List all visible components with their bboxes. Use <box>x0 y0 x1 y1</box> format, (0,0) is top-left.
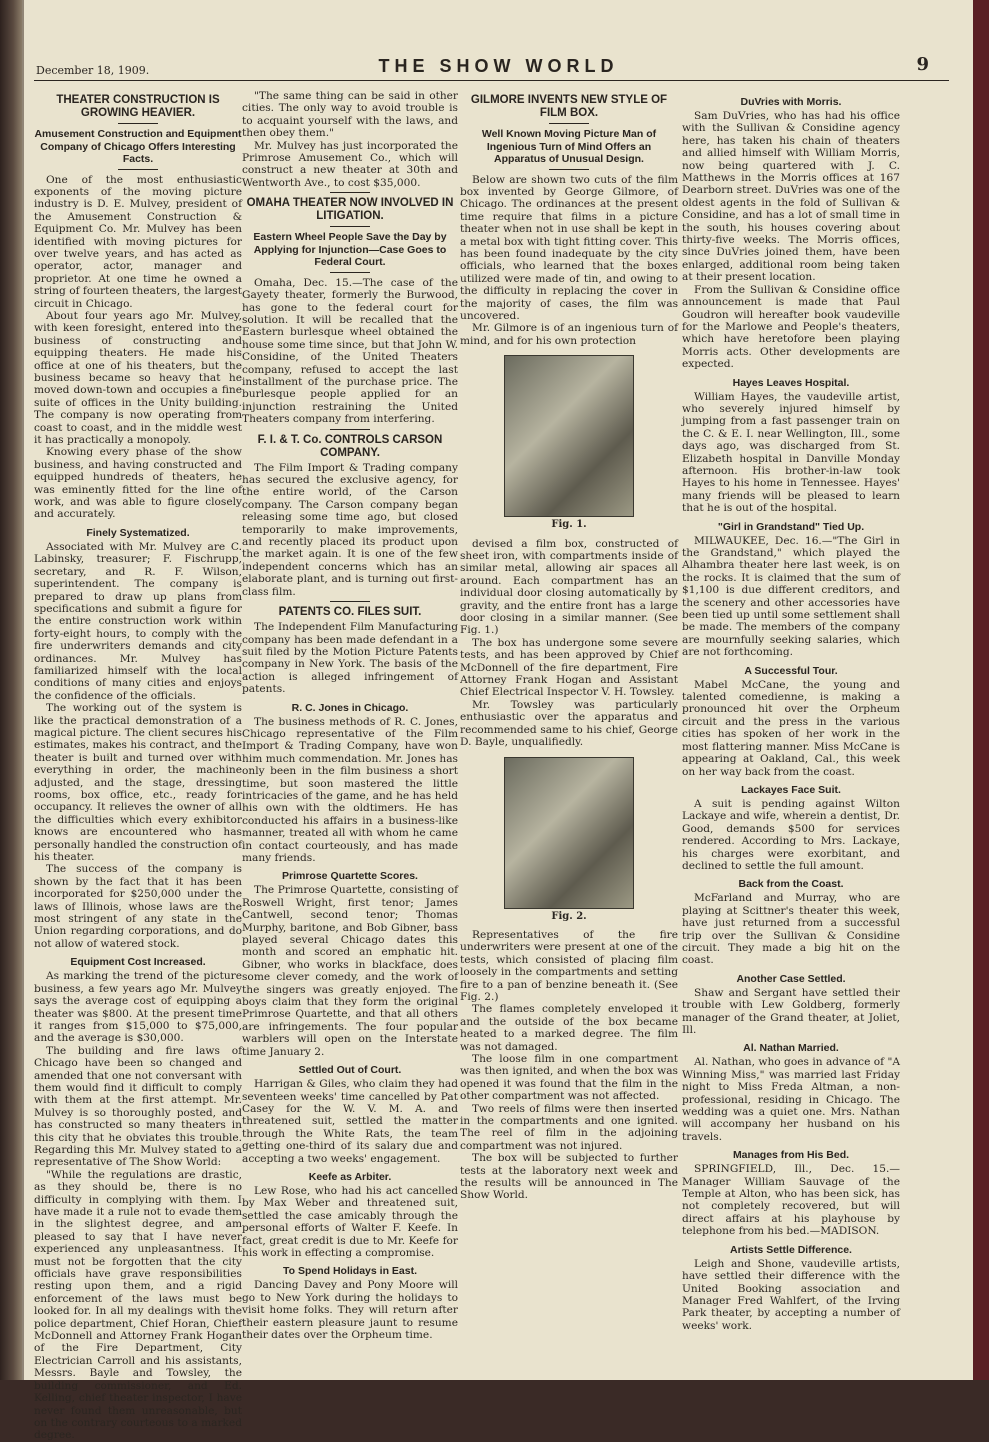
paragraph: "While the regulations are drastic, as they should be, there is no difficulty in complying with them. I have made it a rule not to evade them in the slightest degree, and am pleased to say that I have never experienced any unpleasantness. It must not be forgotten that the city officials have grave responsibilities resting upon them, and a rigid enforcement of the laws must be looked for. In all my dealings with the police department, Chief Horan, Chief McDonnell and Attorney Frank Hogan of the Fire Department, City Electrician Carroll and his assistants, Messrs. Bayle and Towsley, the building commissioner, and Ed. Kelling, chief theater inspector, I have never found them unreasonable, but on the contrary courteous to a marked degree. <box>34 1168 242 1442</box>
section-heading: Manages from His Bed. <box>732 1149 850 1162</box>
paragraph: Knowing every phase of the show business, and having constructed and equipped hundreds of theaters, he was eminently fitted for the line of work, and was able to figure closely and accurately. <box>34 446 242 521</box>
separator <box>118 123 158 124</box>
paragraph: The box will be subjected to further tests at the laboratory next week and the results will be announced in The Show World. <box>460 1152 678 1202</box>
header-rule <box>34 80 949 81</box>
separator <box>330 601 370 602</box>
paragraph: MILWAUKEE, Dec. 16.—"The Girl in the Grandstand," which played the Alhambra theater here last week, is on the rocks. It is claimed that the sum of $1,100 is due different creditors, and the scenery and other accessories have been tied up until some settlement shall be made. The members of the company are mournfully seeking salaries, which are not forthcoming. <box>682 534 900 659</box>
publication-title: THE SHOW WORLD <box>378 56 619 76</box>
separator <box>118 169 158 170</box>
section-heading: Keefe as Arbiter. <box>308 1170 392 1183</box>
paragraph: The Primrose Quartette, consisting of Roswell Wright, first tenor; James Cantwell, second tenor; Thomas Murphy, baritone, and Bob Gibner, bass played several Chicago dates this month and scored an emphatic hit. Gibner, who works in blackface, does some clever comedy, and the work of the singers was greatly enjoyed. The boys claim that they form the original Primrose Quartette, and that all others are infringements. The four popular warblers will open on the Interstate time January 2. <box>242 884 458 1058</box>
paragraph: The loose film in one compartment was then ignited, and when the box was opened it was found that the film in the other compartment was not affected. <box>460 1052 678 1103</box>
section-heading: Primrose Quartette Scores. <box>282 870 418 883</box>
headline: F. I. & T. Co. CONTROLS CARSON COMPANY. <box>257 433 443 459</box>
headline: THEATER CONSTRUCTION IS GROWING HEAVIER. <box>56 94 220 119</box>
headline: PATENTS CO. FILES SUIT. <box>278 606 422 619</box>
paragraph: devised a film box, constructed of sheet iron, with compartments inside of similar metal, allowing air spaces all around. Each compartment has an individual door closing automatically by gravity, and the entire front has a large door closing in a similar manner. (See Fig. 1.) <box>460 537 678 637</box>
paragraph: Shaw and Sergant have settled their trouble with Lew Goldberg, formerly manager of the Grand theater, at Joliet, Ill. <box>682 986 900 1036</box>
paragraph: Harrigan & Giles, who claim they had seventeen weeks' time cancelled by Pat Casey for the W. V. M. A. and threatened suit, settled the matter through the White Rats, the team getting one-third of its salary due and accepting a two weeks' engagement. <box>242 1078 458 1165</box>
paragraph: Below are shown two cuts of the film box invented by George Gilmore, of Chicago. The ordinances at the present time require that films in a picture theater when not in use shall be kept in a metal box with tight fitting cover. This has been found inadequate by the city officials, who learned that the boxes utilized were made of tin, and owing to the difficulty in replacing the cover in the majority of cases, the film was uncovered. <box>460 173 678 322</box>
paragraph: The flames completely enveloped it and the outside of the box became heated to a marked degree. The film was not damaged. <box>460 1003 678 1053</box>
separator <box>330 226 370 227</box>
paragraph: Associated with Mr. Mulvey are C. Labinsky, treasurer; F. Fischrupp, secretary, and R. F. Wilson, superintendent. The company is prepared to draw up plans from specifications and submit a figure for the entire construction work within forty-eight hours, to comply with the fire underwriters demands and city ordinances. Mr. Mulvey has familiarized himself with the local conditions of many cities and enjoys the confidence of the officials. <box>34 540 242 702</box>
paragraph: The working out of the system is like the practical demonstration of a magical picture. The client secures his estimates, makes his contract, and the theater is built and turned over with everything in order, the machine adjusted, and the stage, dressing rooms, box office, etc., ready for occupancy. It relieves the owner of all the difficulties which every exhibitor knows are encountered who has personally handled the construction of his theater. <box>34 702 242 864</box>
paragraph: "The same thing can be said in other cities. The only way to avoid trouble is to acquaint yourself with the laws, and then obey them." <box>242 90 458 140</box>
paragraph: Mr. Gilmore is of an ingenious turn of mind, and for his own protection <box>460 322 678 347</box>
subheadline: Eastern Wheel People Save the Day by Applying for Injunction—Case Goes to Federal Court. <box>253 231 447 269</box>
film-box-photo-fig1 <box>504 355 634 517</box>
paragraph: Mr. Mulvey has just incorporated the Primrose Amusement Co., which will construct a new theater at 30th and Wentworth Ave., to cost $35,000. <box>242 139 458 189</box>
paragraph: The building and fire laws of Chicago have been so changed and amended that one not conversant with them would find it difficult to comply with them at the first attempt. Mr. Mulvey is so thoroughly posted, and has constructed so many theaters in this city that he obviates this trouble. Regarding this Mr. Mulvey stated to a representative of The Show World: <box>34 1044 242 1169</box>
section-heading: Finely Systematized. <box>86 526 190 539</box>
cover-board-edge <box>973 0 989 1380</box>
section-heading: To Spend Holidays in East. <box>283 1265 417 1278</box>
masthead <box>24 50 973 80</box>
paragraph: Two reels of films were then inserted in the compartments and one ignited. The reel of film in the adjoining compartment was not injured. <box>460 1102 678 1152</box>
separator <box>549 169 589 170</box>
subheadline: Well Known Moving Picture Man of Ingenious Turn of Mind Offers an Apparatus of Unusual Design. <box>481 128 657 165</box>
separator <box>330 429 370 430</box>
separator <box>330 272 370 273</box>
paragraph: Representatives of the fire underwriters were present at one of the tests, which consisted of placing film loosely in the compartments and setting fire to a pan of benzine beneath it. (See Fig. 2.) <box>460 928 678 1003</box>
section-heading: Settled Out of Court. <box>298 1064 402 1077</box>
paragraph: The Film Import & Trading company has secured the exclusive agency, for the entire world, of the Carson company. The Carson company began releasing some time ago, but closed temporarily to make improvements, and recently placed its product upon the market again. It is one of the few independent concerns which has an elaborate plant, and is turning out first-class film. <box>242 461 458 598</box>
paragraph: McFarland and Murray, who are playing at Scittner's theater this week, have just returned from a successful trip over the Sullivan & Considine circuit. They made a big hit on the coast. <box>682 892 900 967</box>
book-binding <box>0 0 22 1380</box>
column-3 <box>460 90 678 1368</box>
paragraph: Mabel McCane, the young and talented comedienne, is making a pronounced hit over the Orpheum circuit and the press in the various cities has spoken of her work in the most flattering manner. Miss McCane is appearing at Oakland, Cal., this week on her way back from the coast. <box>682 678 900 778</box>
paragraph: Mr. Towsley was particularly enthusiastic over the apparatus and recommended same to his chief, George D. Bayle, unqualifiedly. <box>460 698 678 749</box>
paragraph: About four years ago Mr. Mulvey, with keen foresight, entered into the business of constructing and equipping theaters. He made his office at one of his theaters, but the business became so heavy that he moved down-town and occupies a fine suite of offices in the Unity building. The company is now operating from coast to coast, and in the middle west it has practically a monopoly. <box>34 309 242 447</box>
headline: OMAHA THEATER NOW INVOLVED IN LITIGATION. <box>246 197 454 223</box>
issue-date: December 18, 1909. <box>36 64 150 77</box>
paragraph: Leigh and Shone, vaudeville artists, have settled their difference with the United Booking association and Manager Fred Wahlfert, of the Irving Park theater, by accepting a number of weeks' work. <box>682 1257 900 1332</box>
paragraph: The Independent Film Manufacturing company has been made defendant in a suit filed by the Motion Picture Patents company in New York. The basis of the action is alleged infringement of patents. <box>242 621 458 696</box>
section-heading: "Girl in Grandstand" Tied Up. <box>717 520 865 533</box>
paragraph: The business methods of R. C. Jones, Chicago representative of the Film Import & Trading Company, have won him much commendation. Mr. Jones has only been in the film business a short time, but soon mastered the little intricacies of the game, and he has held his own with the oldtimers. He has conducted his affairs in a business-like manner, treated all with whom he came in contact courteously, and has made many friends. <box>242 715 458 864</box>
paragraph: The box has undergone some severe tests, and has been approved by Chief McDonnell of the fire department, Fire Attorney Frank Hogan and Assistant Chief Electrical Inspector V. H. Towsley. <box>460 636 678 699</box>
section-heading: Lackayes Face Suit. <box>741 783 841 796</box>
paragraph: Omaha, Dec. 15.—The case of the Gayety theater, formerly the Burwood, has gone to the federal court for solution. It will be recalled that the Eastern burlesque wheel obtained the house some time since, but that John W. Considine, of the United Theaters company, refused to accept the last installment of the purchase price. The burlesque people applied for an injunction restraining the United Theaters company from interfering. <box>242 276 458 426</box>
paragraph: Lew Rose, who had his act cancelled by Max Weber and threatened suit, settled the case amicably through the personal efforts of Walter F. Keefe. In fact, great credit is due to Mr. Keefe for his work in effecting a compromise. <box>242 1184 458 1259</box>
section-heading: Equipment Cost Increased. <box>70 956 206 969</box>
paragraph: One of the most enthusiastic exponents of the moving picture industry is D. E. Mulvey, president of the Amusement Construction & Equipment Co. Mr. Mulvey has been identified with moving pictures for over twelve years, and has acted as operator, actor, manager and proprietor. At one time he owned a string of fourteen theaters, the largest circuit in Chicago. <box>34 173 242 310</box>
section-heading: R. C. Jones in Chicago. <box>291 701 409 714</box>
paragraph: From the Sullivan & Considine office announcement is made that Paul Goudron will hereafter book vaudeville for the Marlowe and People's theaters, which have heretofore been playing Morris acts. Other developments are expected. <box>682 283 900 371</box>
column-4 <box>682 90 900 1368</box>
paragraph: Al. Nathan, who goes in advance of "A Winning Miss," was married last Friday night to Miss Freda Altman, a non-professional, residing in Chicago. The wedding was a quiet one. Mrs. Nathan will accompany her husband on his travels. <box>682 1056 900 1143</box>
paragraph: Dancing Davey and Pony Moore will go to New York during the holidays to visit home folks. They will return after their eastern pleasure jaunt to resume their dates over the Orpheum time. <box>242 1279 458 1341</box>
film-box-photo-fig2 <box>504 757 634 909</box>
subheadline: Amusement Construction and Equipment Company of Chicago Offers Interesting Facts. <box>34 128 242 165</box>
section-heading: Another Case Settled. <box>736 972 846 985</box>
section-heading: DuVries with Morris. <box>740 96 842 108</box>
separator <box>330 192 370 193</box>
newspaper-page <box>24 0 973 1442</box>
column-2 <box>242 90 458 1368</box>
figure-caption: Fig. 2. <box>551 910 587 922</box>
paragraph: Sam DuVries, who has had his office with the Sullivan & Considine agency here, has taken his chain of theaters and allied himself with William Morris, now being quartered with J. C. Matthews in the Morris offices at 167 Dearborn street. DuVries was one of the oldest agents in the fold of Sullivan & Considine, and has a lot of small time in the south, his houses covering about thirty-five weeks. The Morris offices, since DuVries joined them, have been enlarged, additional room being taken at their present location. <box>682 110 900 284</box>
paragraph: A suit is pending against Wilton Lackaye and wife, wherein a dentist, Dr. Good, demands $500 for services rendered. According to Mrs. Lackaye, his charges were exorbitant, and declined to settle the full amount. <box>682 797 900 872</box>
figure-caption: Fig. 1. <box>551 519 587 531</box>
paragraph: SPRINGFIELD, Ill., Dec. 15.—Manager William Sauvage of the Temple at Alton, who has been sick, has not completely recovered, but will direct affairs at his playhouse by telephone from his bed.—MADISON. <box>682 1163 900 1238</box>
page-number: 9 <box>916 54 929 75</box>
section-heading: Artists Settle Difference. <box>730 1243 852 1256</box>
section-heading: Hayes Leaves Hospital. <box>732 376 850 389</box>
separator <box>549 123 589 124</box>
column-1 <box>34 90 242 1442</box>
section-heading: Al. Nathan Married. <box>743 1042 839 1055</box>
section-heading: Back from the Coast. <box>738 878 844 891</box>
headline: GILMORE INVENTS NEW STYLE OF FILM BOX. <box>470 94 668 119</box>
paragraph: The success of the company is shown by the fact that it has been incorporated for $250,000 under the laws of Illinois, whose laws are the most stringent of any state in the Union regarding corporations, and do not allow of watered stock. <box>34 863 242 950</box>
paragraph: William Hayes, the vaudeville artist, who severely injured himself by jumping from a fast passenger train on the C. & E. I. near Wellington, Ill., some days ago, was discharged from St. Elizabeth hospital in Danville Monday afternoon. His brother-in-law took Hayes to his home in Tennessee. Hayes' many friends will be pleased to learn that he is out of the hospital. <box>682 390 900 515</box>
section-heading: A Successful Tour. <box>744 664 838 677</box>
paragraph: As marking the trend of the picture business, a few years ago Mr. Mulvey says the average cost of equipping a theater was $800. At the present time it ranges from $15,000 to $75,000, and the average is $30,000. <box>34 970 242 1045</box>
